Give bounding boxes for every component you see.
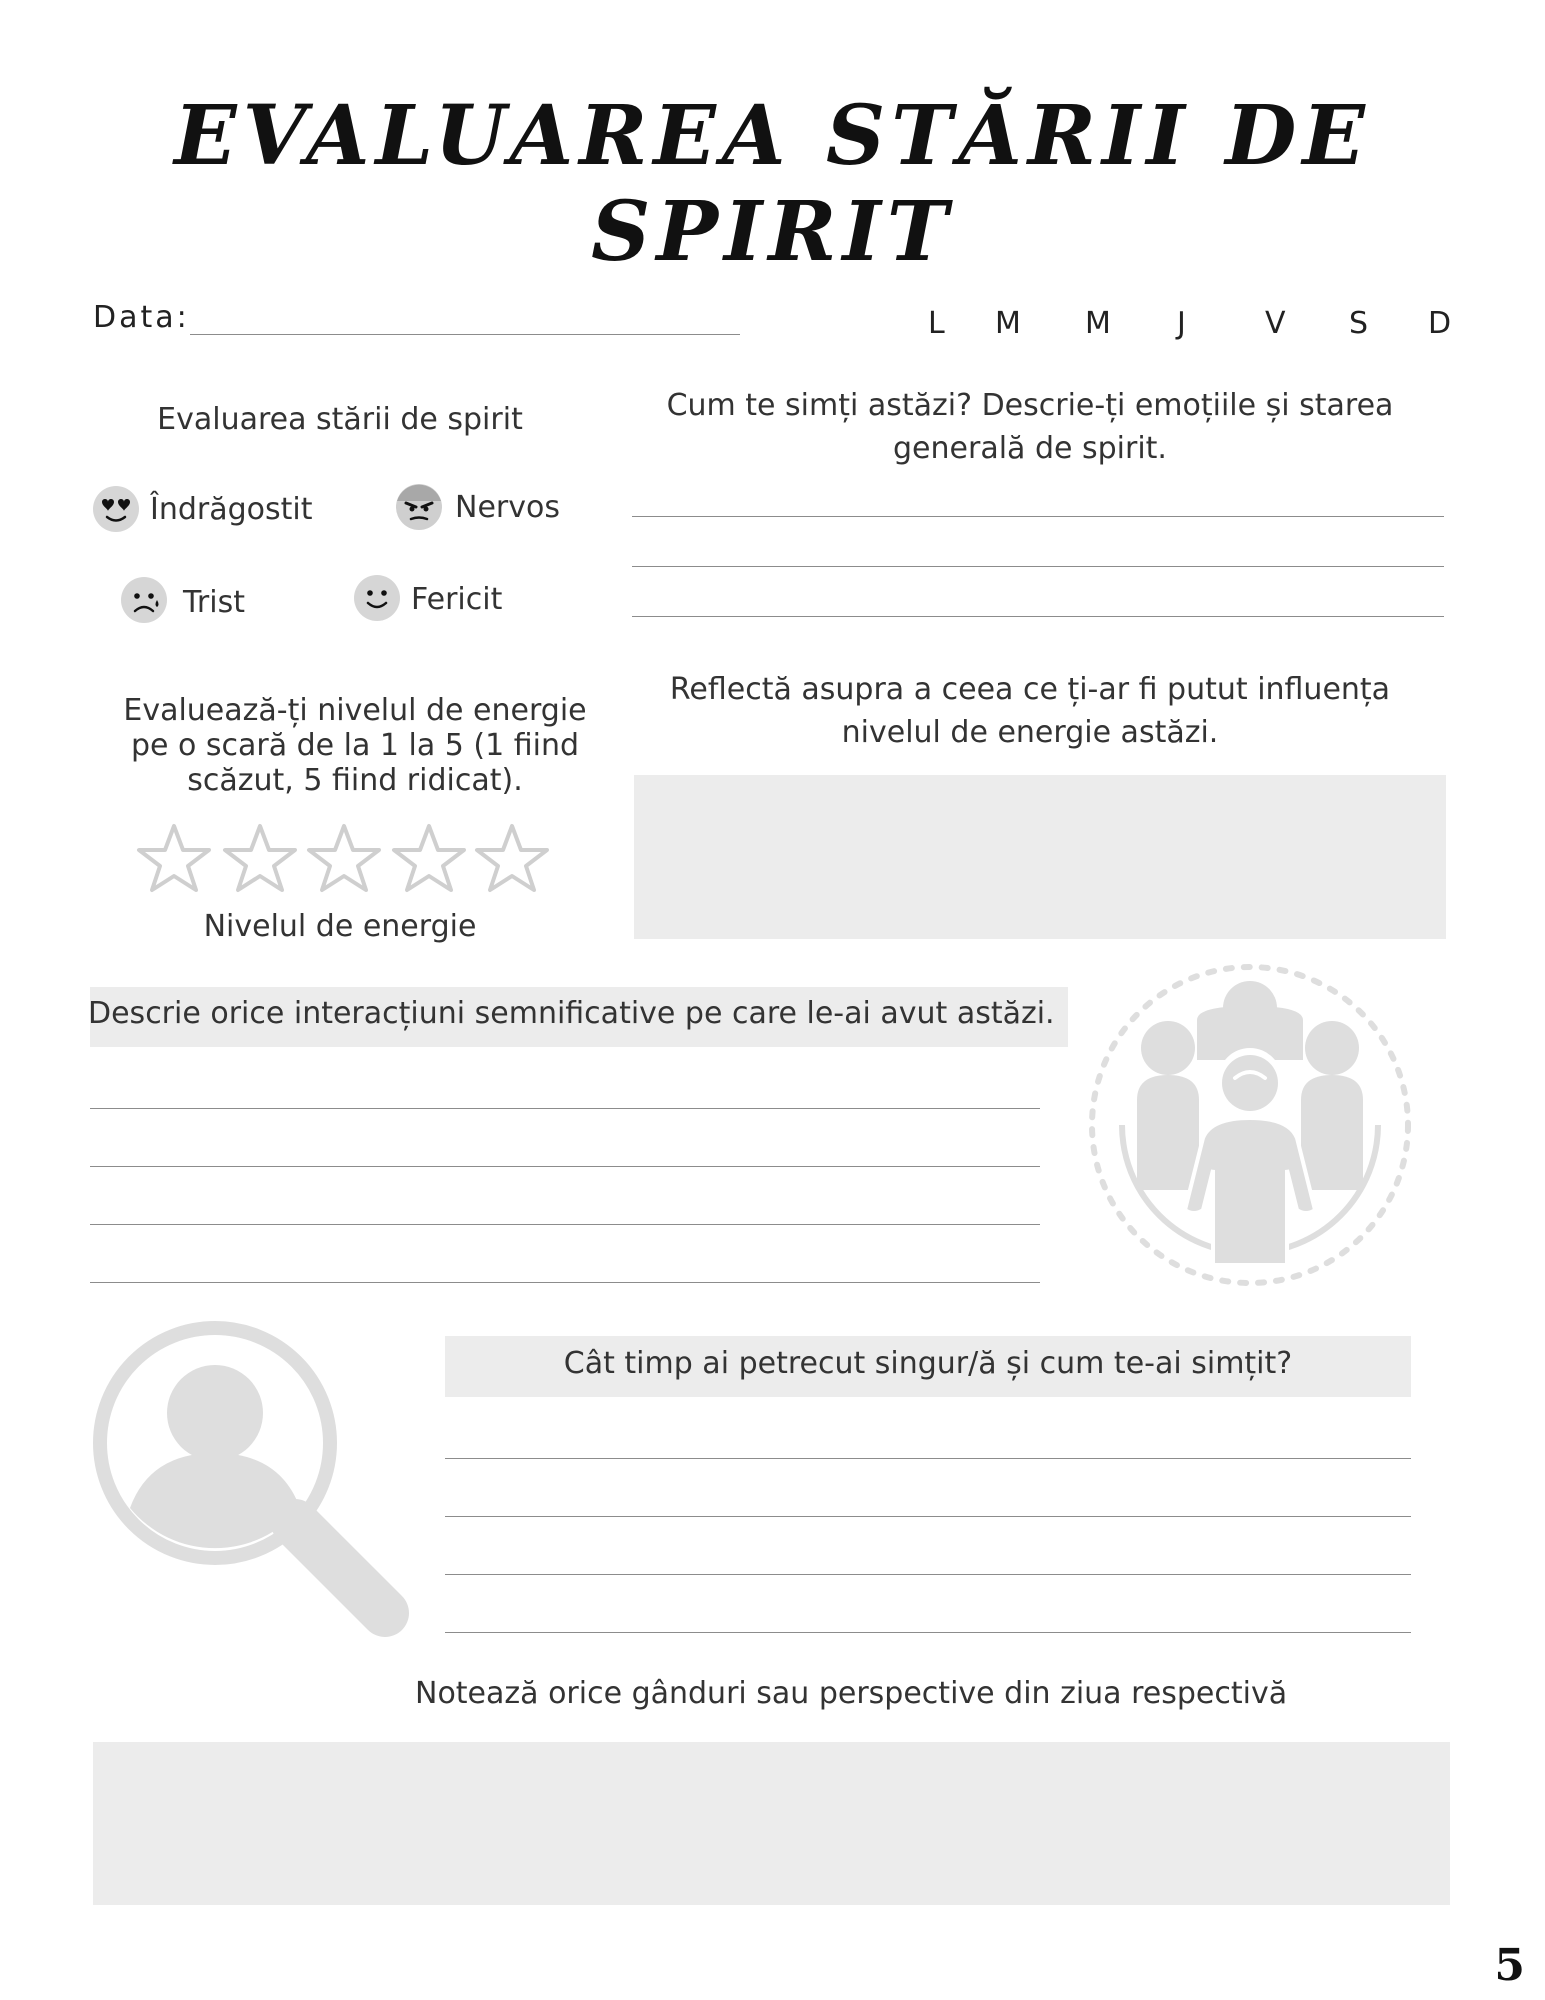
energy-prompt-line-1: Evaluează-ți nivelul de energie xyxy=(123,693,587,728)
angry-face-icon xyxy=(395,483,443,531)
feel-prompt-line-1: Cum te simți astăzi? Descrie-ți emoțiile și starea xyxy=(666,388,1394,423)
feel-prompt-line-2: generală de spirit. xyxy=(893,431,1167,466)
star-icon[interactable] xyxy=(474,822,550,894)
mood-label-in-love: Îndrăgostit xyxy=(150,492,313,527)
day-sunday[interactable]: D xyxy=(1428,306,1452,341)
interactions-writing-line[interactable] xyxy=(90,1166,1040,1167)
day-saturday[interactable]: S xyxy=(1349,306,1369,341)
page-title: EVALUAREA STĂRII DE SPIRIT xyxy=(174,88,1371,280)
mood-label-angry: Nervos xyxy=(455,490,560,525)
energy-prompt-line-2: pe o scară de la 1 la 5 (1 fiind xyxy=(130,728,580,763)
thoughts-answer-box[interactable] xyxy=(93,1742,1450,1905)
reflect-answer-box[interactable] xyxy=(634,775,1446,939)
reflect-prompt-line-1: Reflectă asupra a ceea ce ți-ar fi putut influența xyxy=(669,672,1391,707)
alone-writing-line[interactable] xyxy=(445,1458,1411,1459)
feel-writing-line[interactable] xyxy=(632,616,1444,617)
day-monday[interactable]: L xyxy=(928,306,945,341)
group-people-icon xyxy=(1085,960,1415,1290)
feel-writing-line[interactable] xyxy=(632,516,1444,517)
magnifier-person-icon xyxy=(90,1318,410,1638)
feel-writing-line[interactable] xyxy=(632,566,1444,567)
mood-label-happy: Fericit xyxy=(411,582,503,617)
mood-heading: Evaluarea stării de spirit xyxy=(157,402,523,437)
day-wednesday[interactable]: M xyxy=(1085,306,1111,341)
alone-writing-line[interactable] xyxy=(445,1574,1411,1575)
day-tuesday[interactable]: M xyxy=(995,306,1021,341)
thoughts-prompt: Notează orice gânduri sau perspective din ziua respectivă xyxy=(415,1676,1288,1711)
sad-face-icon xyxy=(120,576,168,624)
date-field[interactable] xyxy=(190,334,740,335)
energy-prompt xyxy=(100,693,610,798)
alone-prompt: Cât timp ai petrecut singur/ă și cum te-ai simțit? xyxy=(563,1346,1293,1381)
reflect-prompt xyxy=(630,668,1430,754)
interactions-writing-line[interactable] xyxy=(90,1224,1040,1225)
day-friday[interactable]: V xyxy=(1265,306,1286,341)
interactions-prompt: Descrie orice interacțiuni semnificative pe care le-ai avut astăzi. xyxy=(88,996,1055,1031)
alone-writing-line[interactable] xyxy=(445,1632,1411,1633)
star-icon[interactable] xyxy=(306,822,382,894)
mood-label-sad: Trist xyxy=(183,585,245,620)
page-number: 5 xyxy=(1494,1940,1525,1991)
day-thursday[interactable]: J xyxy=(1177,306,1186,341)
star-icon[interactable] xyxy=(222,822,298,894)
reflect-prompt-line-2: nivelul de energie astăzi. xyxy=(841,715,1219,750)
interactions-writing-line[interactable] xyxy=(90,1282,1040,1283)
energy-caption: Nivelul de energie xyxy=(203,909,477,944)
date-label: Data: xyxy=(93,300,190,335)
alone-writing-line[interactable] xyxy=(445,1516,1411,1517)
interactions-writing-line[interactable] xyxy=(90,1108,1040,1109)
feel-prompt xyxy=(630,384,1430,470)
smiling-face-icon xyxy=(353,574,401,622)
star-icon[interactable] xyxy=(136,822,212,894)
heart-eyes-face-icon xyxy=(92,485,140,533)
star-icon[interactable] xyxy=(391,822,467,894)
energy-prompt-line-3: scăzut, 5 fiind ridicat). xyxy=(187,763,523,798)
